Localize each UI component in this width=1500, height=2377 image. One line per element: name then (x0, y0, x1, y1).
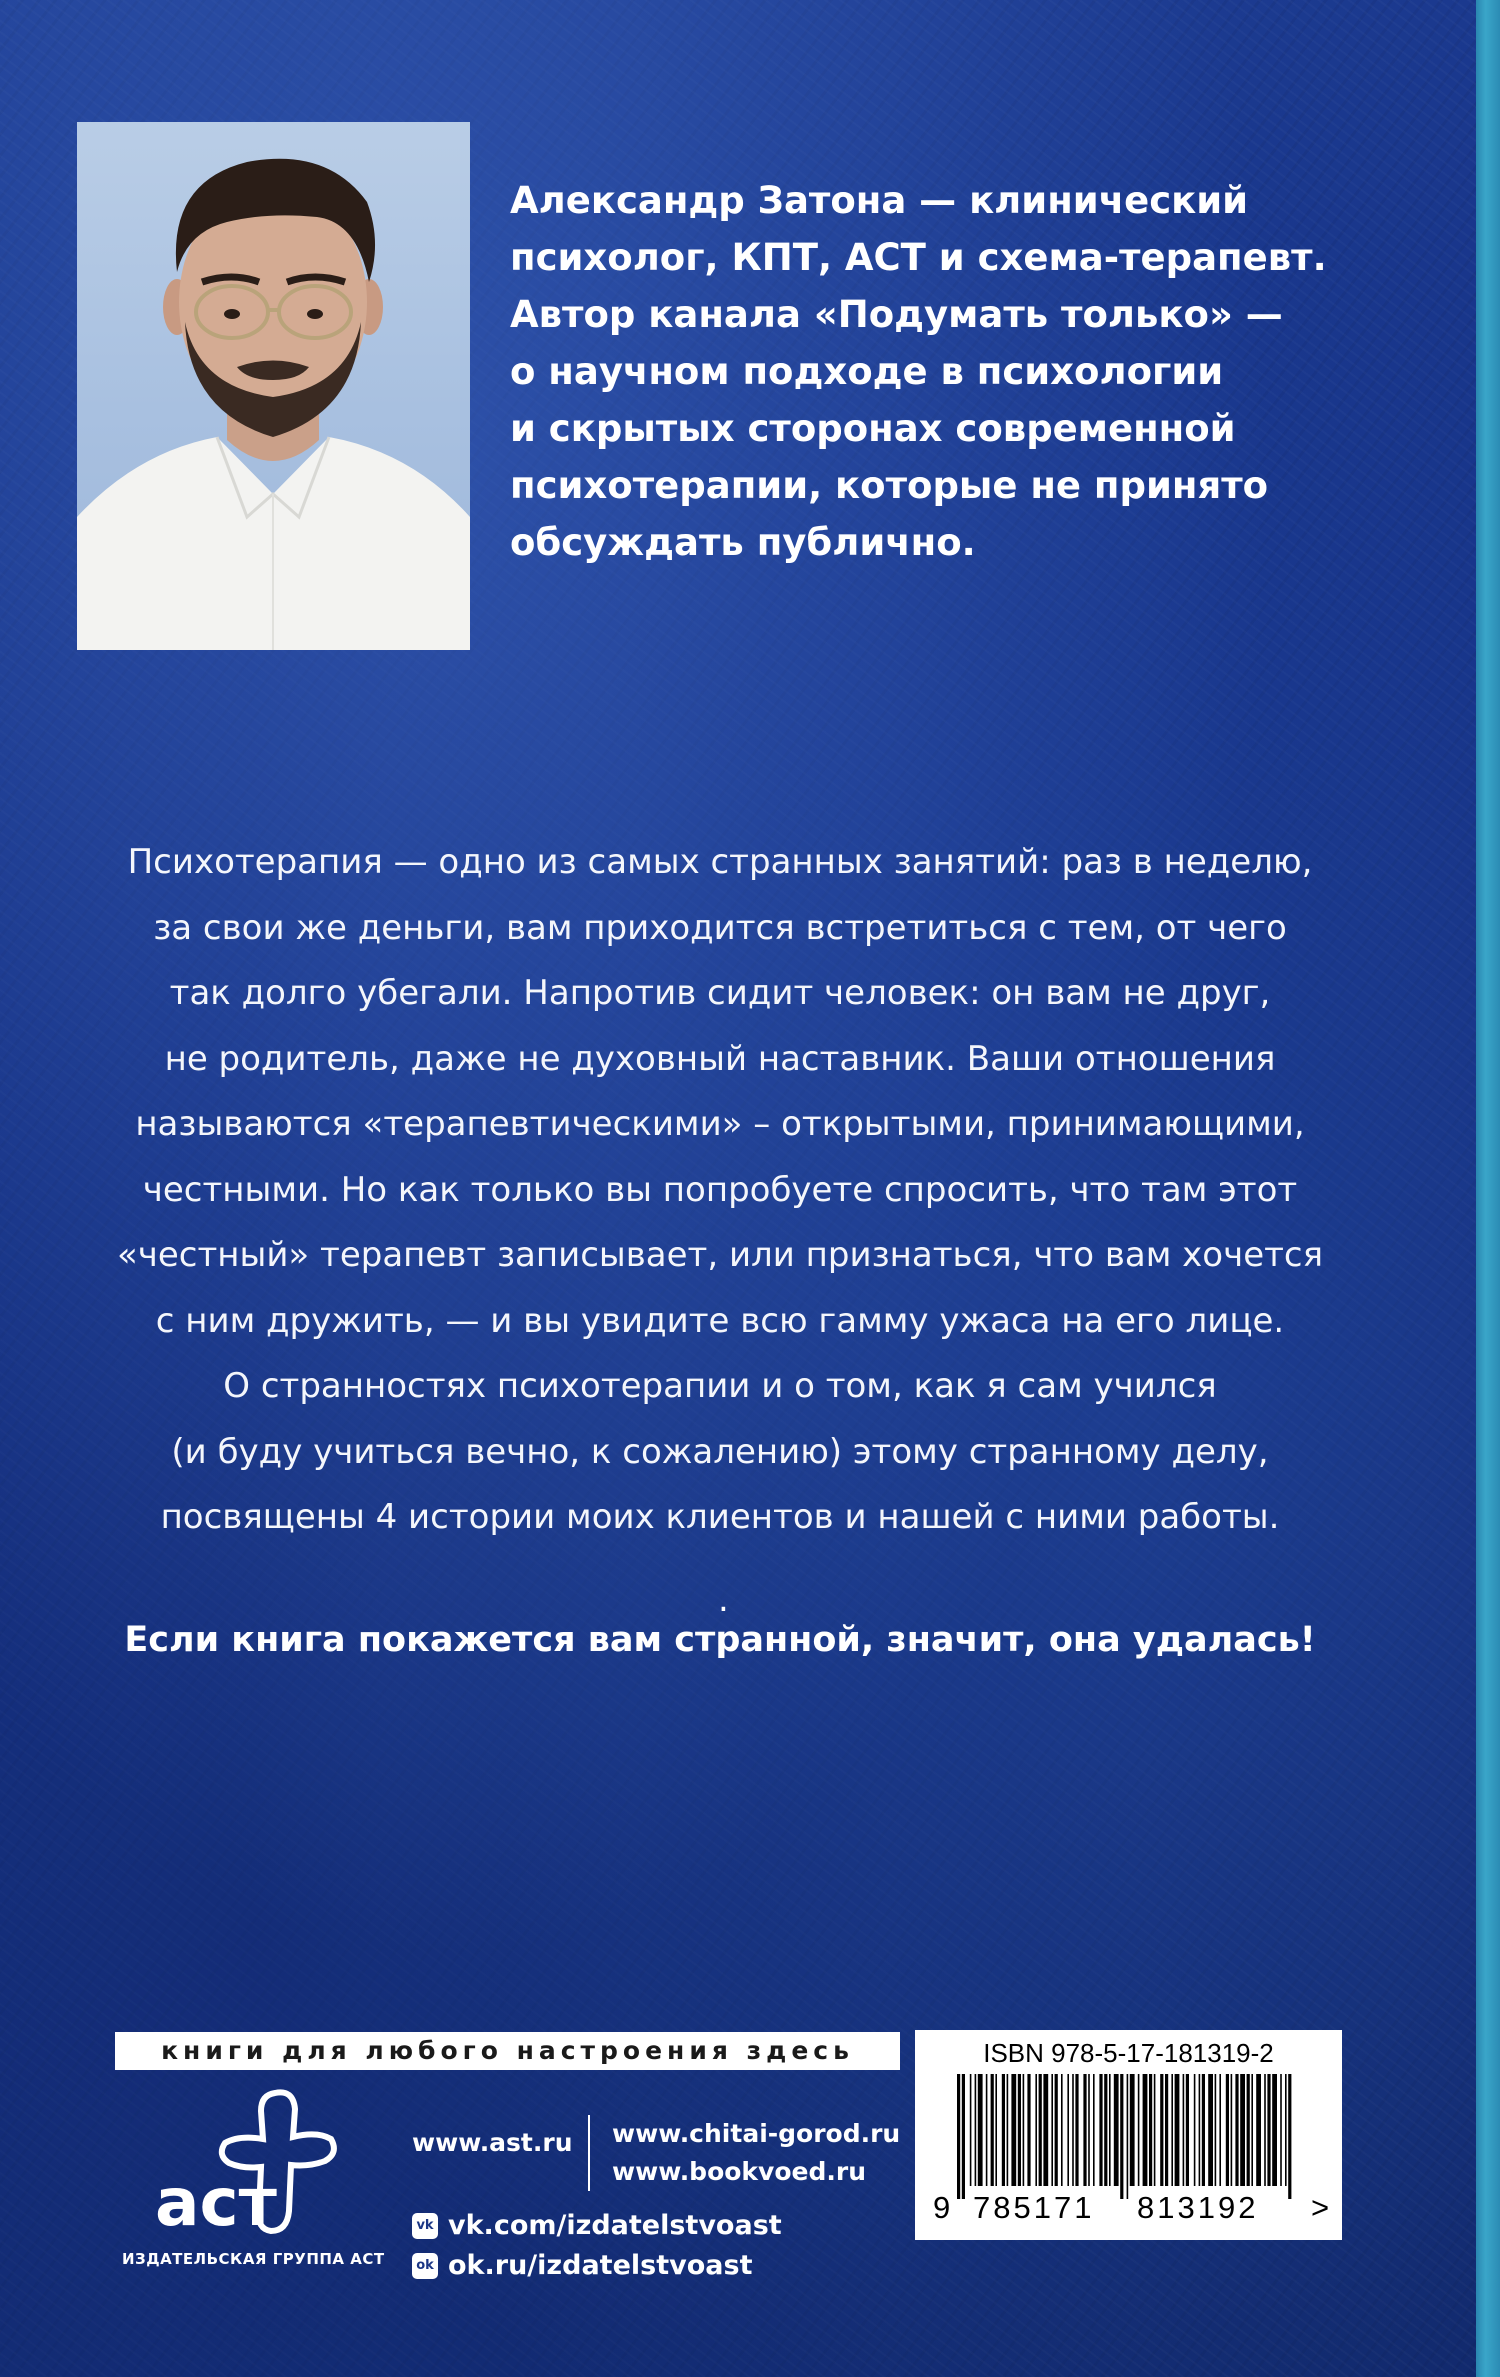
chitai-gorod-link[interactable]: www.chitai-gorod.ru (612, 2119, 901, 2148)
barcode-bar (1272, 2074, 1277, 2186)
barcode-bar (1051, 2074, 1053, 2186)
description-line: «честный» терапевт записывает, или признаться, что вам хочется (116, 1235, 1324, 1275)
barcode-bar (1104, 2074, 1107, 2186)
barcode-bar (1138, 2074, 1140, 2186)
ok-link[interactable]: ok.ru/izdatelstvoast (448, 2250, 753, 2281)
barcode-bar (978, 2074, 983, 2186)
barcode-bar (1235, 2074, 1238, 2186)
barcode-bar (991, 2074, 994, 2186)
barcode-bar (1251, 2074, 1253, 2186)
book-description (70, 830, 1370, 1551)
barcode-bar (1083, 2074, 1086, 2186)
social-row-ok[interactable] (412, 2246, 782, 2286)
barcode-bar (1002, 2074, 1005, 2186)
bookvoed-link[interactable]: www.bookvoed.ru (612, 2157, 867, 2186)
barcode-bar (1093, 2074, 1095, 2186)
book-spine-edge (1476, 0, 1500, 2377)
barcode-bar (1199, 2074, 1201, 2186)
barcode-bar (1231, 2074, 1233, 2186)
links-divider (588, 2115, 590, 2191)
barcode-bar (1007, 2074, 1009, 2186)
barcode-bar (1114, 2074, 1119, 2186)
barcode-bar (1011, 2074, 1016, 2186)
barcode-bar (1280, 2074, 1282, 2186)
barcode-bar (1130, 2074, 1135, 2186)
barcode-bar (1202, 2074, 1205, 2186)
barcode-bar (1247, 2074, 1250, 2186)
barcode-bar (1055, 2074, 1058, 2186)
barcode-bar (1127, 2074, 1129, 2199)
barcode-bar (1061, 2074, 1063, 2186)
author-photo (77, 122, 470, 650)
barcode-bar (1023, 2074, 1025, 2186)
barcode-bar (1285, 2074, 1287, 2186)
barcode-bar (1109, 2074, 1111, 2186)
ean-left-group: 785171 (973, 2190, 1095, 2225)
barcode-bar (957, 2074, 960, 2199)
barcode-bar (1288, 2074, 1291, 2199)
barcode-bar (1018, 2074, 1021, 2186)
barcode-bar (1171, 2074, 1173, 2186)
ast-logo (125, 2085, 375, 2245)
bio-line: психолог, КПТ, АСТ и схема-терапевт. (510, 236, 1327, 279)
social-row-vk[interactable] (412, 2206, 782, 2246)
barcode-bar (1194, 2074, 1196, 2186)
description-line: так долго убегали. Напротив сидит человек: он вам не друг, (169, 973, 1271, 1013)
barcode-bar (970, 2074, 972, 2186)
publisher-slogan: книги для любого настроения здесь (115, 2032, 900, 2070)
barcode-bar (995, 2074, 997, 2186)
description-line: за свои же деньги, вам приходится встретиться с тем, от чего (153, 907, 1287, 948)
author-bio (510, 172, 1330, 571)
barcode-bar (1267, 2074, 1270, 2186)
barcode-bar (1183, 2074, 1185, 2186)
bio-line: о научном подходе в психологии (510, 350, 1224, 393)
barcode-bar (1264, 2074, 1266, 2186)
bio-line: и скрытых сторонах современной (510, 407, 1236, 450)
description-line: не родитель, даже не духовный наставник. Ваши отношения (164, 1038, 1276, 1079)
social-links (412, 2206, 782, 2286)
barcode-bar (1149, 2074, 1152, 2186)
barcode-bar (975, 2074, 977, 2186)
barcode-bar (1154, 2074, 1156, 2186)
description-line: называются «терапевтическими» – открытыми, принимающими, (135, 1104, 1305, 1144)
barcode-bar (1067, 2074, 1069, 2186)
separator-dot: . (718, 1580, 729, 1620)
barcode-bar (1186, 2074, 1189, 2186)
barcode-bar (962, 2074, 965, 2199)
ok-icon: ok (412, 2253, 438, 2279)
barcode-bar (1215, 2074, 1217, 2186)
logo-text: аст (155, 2164, 277, 2241)
barcode-bar (1219, 2074, 1221, 2186)
barcode-bar (1027, 2074, 1030, 2186)
description-line: с ним дружить, — и вы увидите всю гамму ужаса на его лице. (155, 1300, 1285, 1341)
vk-link[interactable]: vk.com/izdatelstvoast (448, 2210, 782, 2241)
barcode-bar (1072, 2074, 1074, 2186)
description-line: Психотерапия — одно из самых странных занятий: раз в неделю, (127, 842, 1313, 882)
ean-right-group: 813192 (1137, 2190, 1259, 2225)
bio-line: обсуждать публично. (510, 521, 976, 564)
barcode-bar (1035, 2074, 1037, 2186)
vk-icon: vk (412, 2213, 438, 2239)
barcode-bar (1088, 2074, 1090, 2186)
barcode-bar (1226, 2074, 1229, 2186)
ean-quiet-mark: > (1311, 2190, 1330, 2225)
barcode-bar (1075, 2074, 1078, 2186)
barcode-bars (957, 2074, 1297, 2204)
barcode-bar (1240, 2074, 1245, 2186)
barcode-bar (1099, 2074, 1102, 2186)
bio-line: Автор канала «Подумать только» — (510, 293, 1283, 336)
barcode-bar (1208, 2074, 1213, 2186)
description-line: честными. Но как только вы попробуете спросить, что там этот (142, 1169, 1298, 1210)
publisher-name: ИЗДАТЕЛЬСКАЯ ГРУППА АСТ (122, 2250, 385, 2268)
barcode-bar (1143, 2074, 1148, 2186)
barcode-bar (1120, 2074, 1123, 2199)
description-line: посвящены 4 истории моих клиентов и нашей с ними работы. (160, 1497, 1280, 1537)
barcode-bar (1160, 2074, 1163, 2186)
barcode-bar (1039, 2074, 1042, 2186)
barcode-bar (1175, 2074, 1180, 2186)
isbn-number: ISBN 978-5-17-181319-2 (983, 2038, 1274, 2068)
description-line: (и буду учиться вечно, к сожалению) этому странному делу, (171, 1431, 1269, 1472)
bio-line: психотерапии, которые не принято (510, 464, 1269, 507)
barcode-bar (1165, 2074, 1168, 2186)
isbn-barcode (915, 2030, 1342, 2240)
ast-site-link[interactable]: www.ast.ru (412, 2128, 573, 2157)
bio-line: Александр Затона — клинический (510, 179, 1249, 222)
tagline: Если книга покажется вам странной, значит, она удалась! (124, 1620, 1316, 1660)
barcode-bar (1043, 2074, 1048, 2186)
description-line: О странностях психотерапии и о том, как я сам учился (223, 1366, 1217, 1406)
ean-first-digit: 9 (933, 2190, 951, 2225)
barcode-bar (986, 2074, 988, 2186)
barcode-bar (1256, 2074, 1261, 2186)
